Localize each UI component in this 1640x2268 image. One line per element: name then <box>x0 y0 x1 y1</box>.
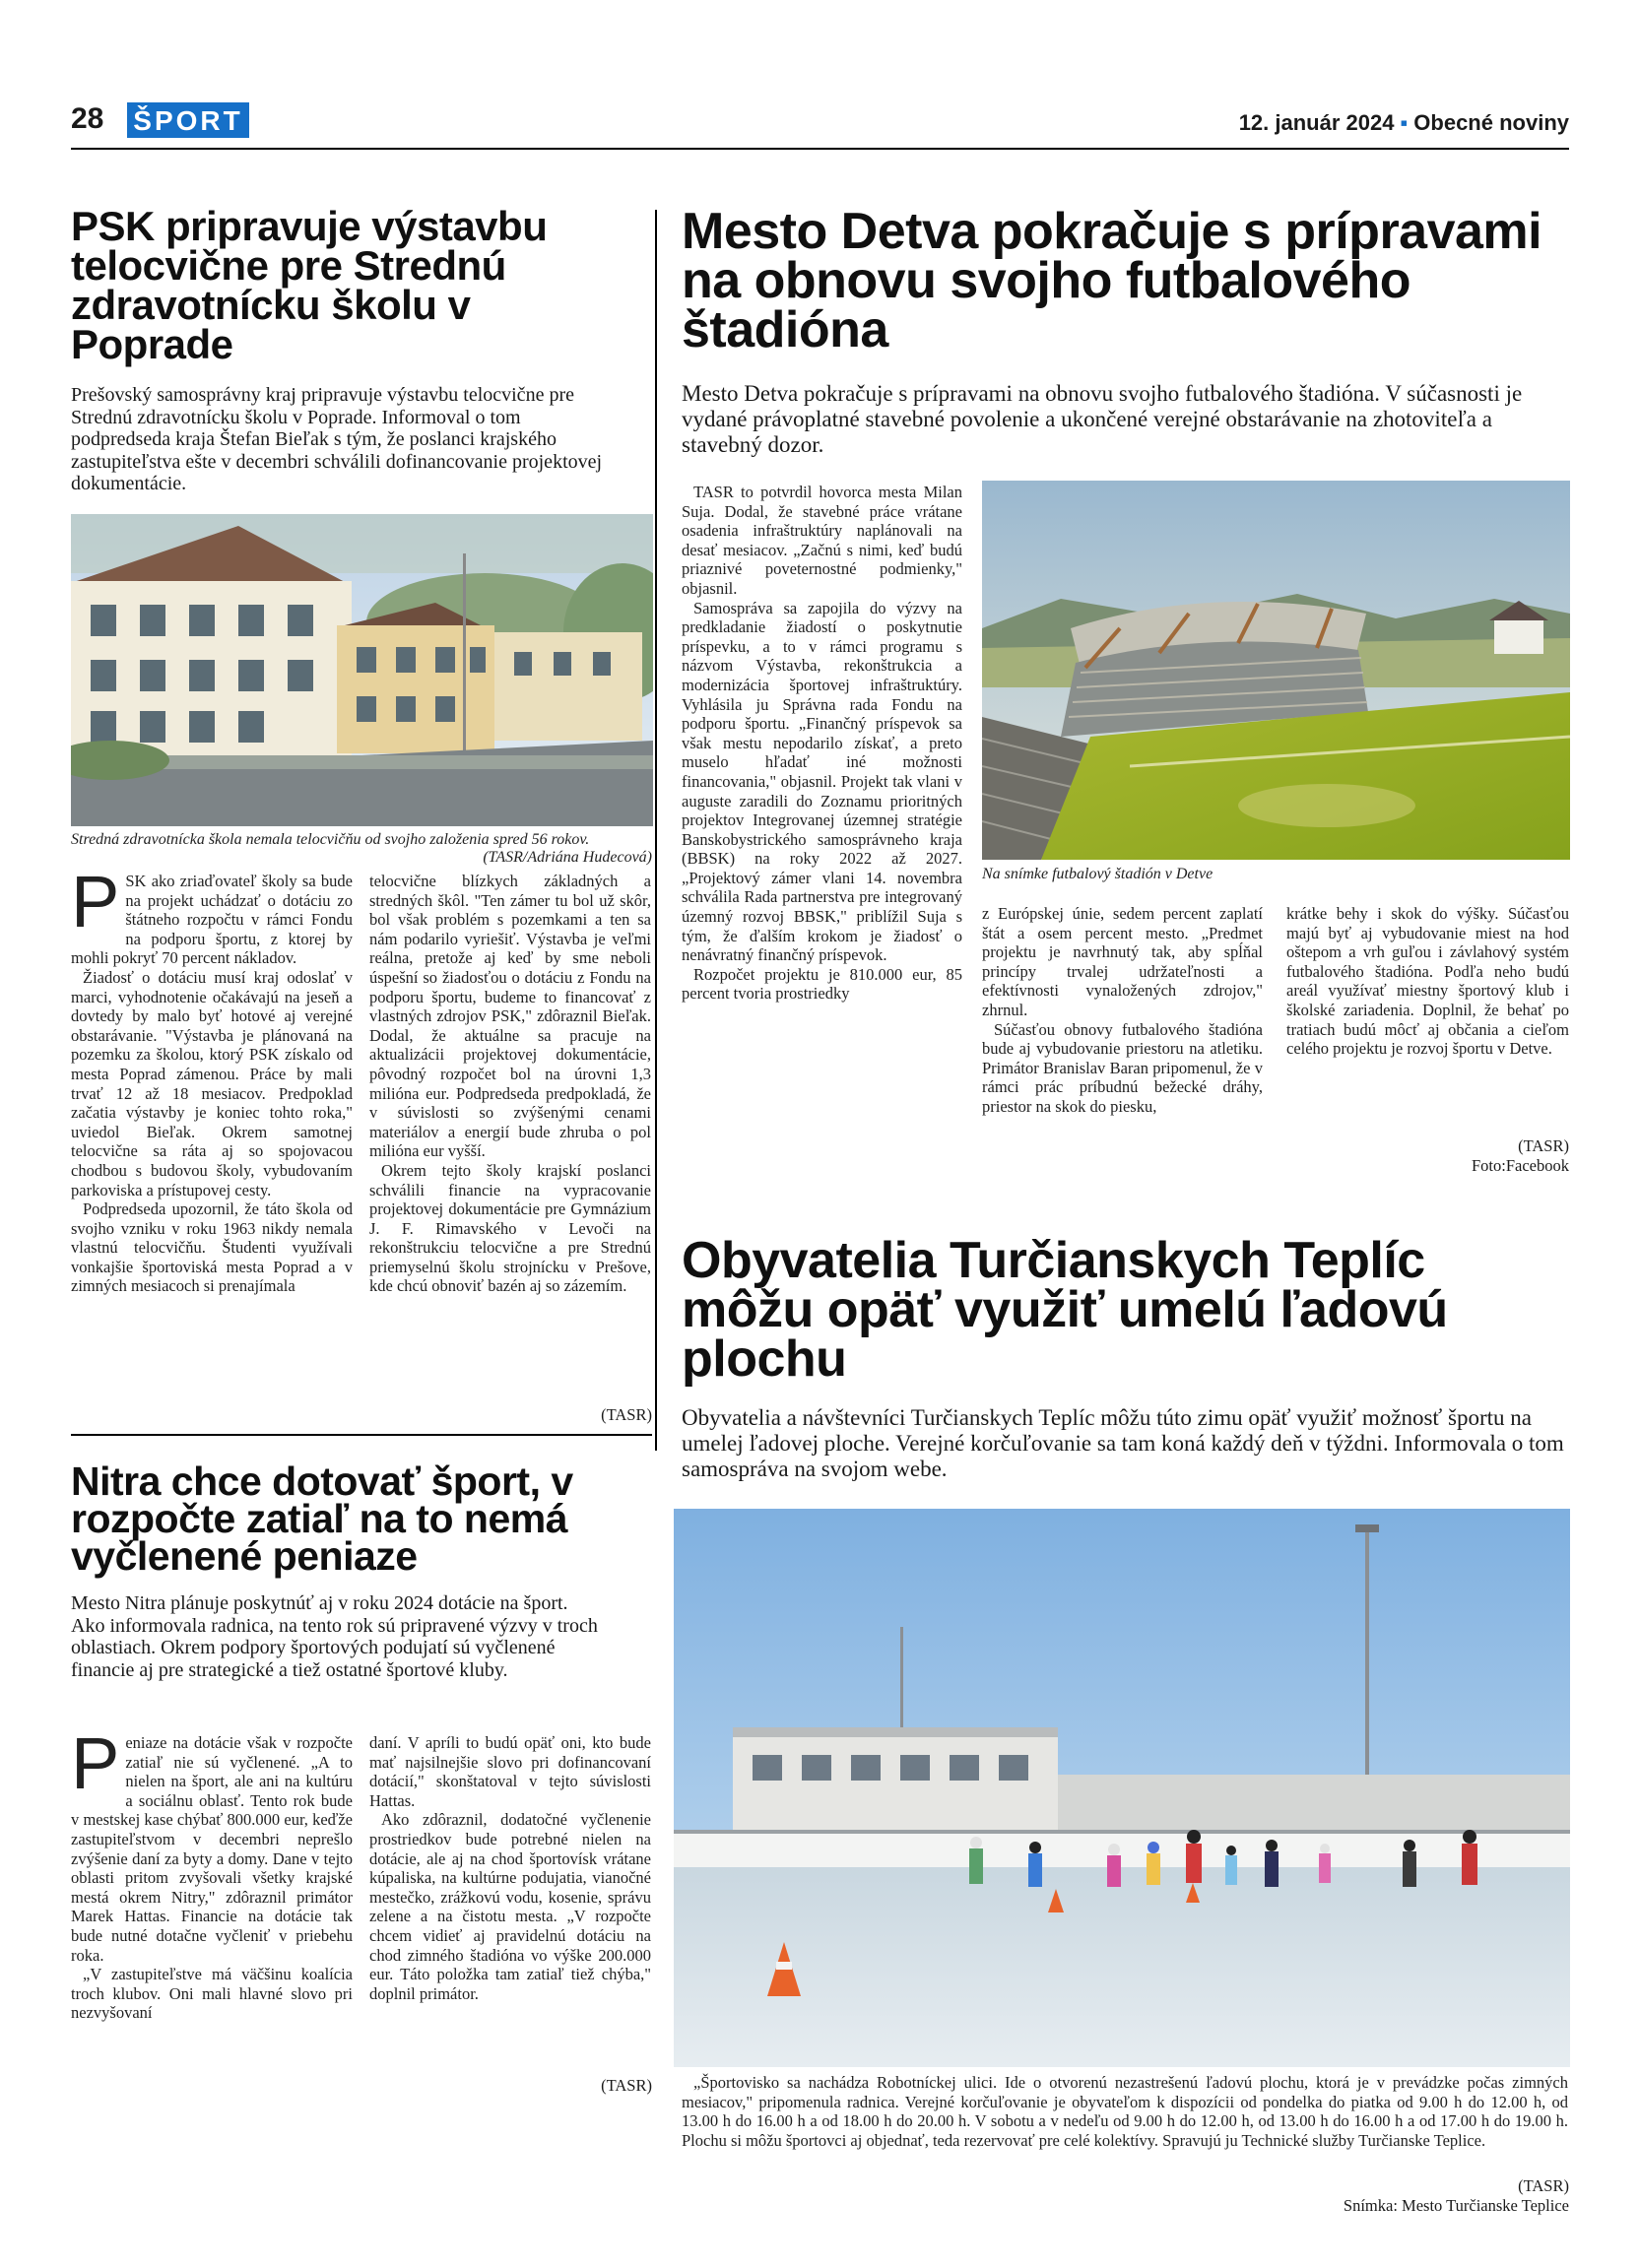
paragraph: eniaze na dotácie však v rozpočte zatiaľ nie sú vyčlenené. „A to nielen na šport, ale ani na kultúru a sociálnu oblasť. Tento rok bude v mestskej kase chýbať 800.000 eur, keďže zastupiteľstvom v decembri neprešlo zvýšenie daní za byty a domy. Dane v tejto oblasti pritom zvyšovali všetky krajské mestá okrem Nitry," zdôraznil primátor Marek Hattas. Financie na dotácie tak bude nutné dotačne vyčleniť v priebehu roka. <box>71 1733 353 1965</box>
publication-name: Obecné noviny <box>1413 110 1569 135</box>
paragraph: TASR to potvrdil hovorca mesta Milan Suja. Dodal, že stavebné práce vrátane osadenia infraštruktúry naplánovali na desať mesiacov. „Začnú s nimi, keď budú priaznivé poveternostné podmienky," objasnil. <box>682 483 962 598</box>
school-photo-credit: (TASR/Adriána Hudecová) <box>483 849 652 866</box>
paragraph: telocvične blízkych základných a stredných škôl. "Ten zámer tu bol už skôr, bol však problém s pozemkami a ten sa nám podarilo vyriešiť. Výstavba je veľmi reálna, pretože aj keď by sme neboli úspešní so žiadosťou o dotáciu z Fondu na podporu športu, budeme to financovať z vlastných zdrojov PSK," zdôraznil Bieľak. Dodal, že aktuálne sa pracuje na aktualizácii projektovej dokumentácie, pôvodný rozpočet bol na úrovni 1,3 milióna eur. Podpredseda predpokladá, že v súvislosti so zvýšenými cenami materiálov a energií bude zhruba o pol milióna eur vyšší. <box>369 872 651 1161</box>
article-psk-column-1 <box>71 861 353 1296</box>
school-caption-text: Stredná zdravotnícka škola nemala telocvičňu od svojho založenia spred 56 rokov. <box>71 831 590 848</box>
paragraph: Rozpočet projektu je 810.000 eur, 85 percent tvoria prostriedky <box>682 964 962 1004</box>
psk-signature: (TASR) <box>601 1405 652 1424</box>
issue-date: 12. január 2024 <box>1238 110 1395 135</box>
article-nitra-column-2 <box>369 1733 651 2003</box>
paragraph: Samospráva sa zapojila do výzvy na predkladanie žiadostí o poskytnutie príspevku, a to v rámci programu s názvom Výstavba, rekonštrukcia a modernizácia športovej infraštruktúry. Vyhlásila ju Správna rada Fondu na podporu športu. „Finančný príspevok sa však mestu nepodarilo získať, a preto muselo hľadať iné možnosti financovania," objasnil. Projekt tak vlani v auguste zaradili do Zoznamu prioritných projektov Integrovanej územnej stratégie Banskobystrického samosprávneho kraja (BBSK) na roky 2022 až 2027. „Projektový zámer vlani 14. novembra schválila Rada partnerstva pre integrovaný územný rozvoj BBSK," priblížil Suja s tým, že ďalším krokom je žiadosť o nenávratný finančný príspevok. <box>682 598 962 965</box>
column-divider <box>655 210 657 1451</box>
teplice-photo-credit: Snímka: Mesto Turčianske Teplice <box>1343 2196 1569 2215</box>
article-teplice-body <box>682 2073 1568 2150</box>
article-divider <box>71 1434 652 1436</box>
stadium-photo-caption: Na snímke futbalový štadión v Detve <box>982 866 1214 882</box>
article-nitra-column-1 <box>71 1722 353 2023</box>
paragraph: Súčasťou obnovy futbalového štadióna bude aj vybudovanie priestoru na atletiku. Primátor Branislav Baran pripomenul, že v rámci prác príbudnú bežecké dráhy, priestor na skok do piesku, <box>982 1019 1263 1116</box>
nitra-dropcap: P <box>71 1722 120 1804</box>
detva-signature: (TASR) <box>1518 1136 1569 1155</box>
article-psk-headline: PSK pripravuje výstavbu telocvične pre Strednú zdravotnícku školu v Poprade <box>71 203 548 367</box>
article-teplice-headline: Obyvatelia Turčianskych Teplíc môžu opäť využiť umelú ľadovú plochu <box>682 1232 1448 1388</box>
header-rule <box>71 148 1569 150</box>
section-badge: ŠPORT <box>127 102 249 138</box>
paragraph: „Športovisko sa nachádza Robotníckej ulici. Ide o otvorenú nezastrešenú ľadovú plochu, ktorá je v prevádzke počas zimných mesiacov," pripomenula radnica. Verejné korčuľovanie je obyvateľom k dispozícii od pondelka do piatka od 9.00 h do 12.00 h, od 13.00 h do 16.00 h a od 18.00 h do 20.00 h. V sobotu a v nedeľu od 9.00 h do 12.00 h, od 13.00 h do 16.00 h a od 17.00 h do 19.00 h. Plochu si môžu športovci aj objednať, teda rezervovať pre celé kolektívy. Spravujú ju Technické služby Turčianske Teplice. <box>682 2073 1568 2150</box>
article-detva-column-2 <box>982 904 1263 1117</box>
paragraph: Podpredseda upozornil, že táto škola od svojho vzniku v roku 1963 nikdy nemala vlastnú telocvičňu. Študenti využívali vonkajšie športoviská mesta Poprad a v zimných mesiacoch si prenajímala <box>71 1199 353 1296</box>
separator-dot: ▪ <box>1400 110 1409 135</box>
stadium-photo <box>982 481 1570 860</box>
school-photo <box>71 514 653 826</box>
paragraph: z Európskej únie, sedem percent zaplatí štát a osem percent mesto. „Predmet projektu je navrhnutý tak, aby spĺňal princípy trvalej udržateľnosti a efektívnosti vynaložených zdrojov," zhrnul. <box>982 904 1263 1019</box>
page-number: 28 <box>71 102 104 135</box>
ice-rink-photo <box>674 1509 1570 2067</box>
paragraph: Ako zdôraznil, dodatočné vyčlenenie prostriedkov bude potrebné nielen na dotácie, ale aj na chod športovísk vrátane kúpaliska, na kultúrne podujatia, vianočné mestečko, zrážkovú vodu, kosenie, správu zelene a na čistotu mesta. „V rozpočte chcem vidieť aj pravidelnú dotáciu na chod zimného štadióna vo výške 200.000 eur. Táto položka tam zatiaľ tiež chýba," doplnil primátor. <box>369 1810 651 2003</box>
teplice-signature: (TASR) <box>1518 2176 1569 2195</box>
article-detva-column-1 <box>682 483 962 1004</box>
paragraph: krátke behy i skok do výšky. Súčasťou majú byť aj vybudovanie miest na hod oštepom a vrh guľou i závlahový systém futbalového štadióna. Podľa neho budú areál využívať miestny športový klub i školské zariadenia. Doplnil, že behať po tratiach budú môcť aj občania a cieľom celého projektu je rozvoj športu v Detve. <box>1286 904 1569 1059</box>
paragraph: SK ako zriaďovateľ školy sa bude na projekt uchádzať o dotáciu zo štátneho rozpočtu v rámci Fondu na podporu športu, z ktorej by mohli pokryť 70 percent nákladov. <box>71 872 353 968</box>
detva-photo-credit: Foto:Facebook <box>1472 1156 1569 1175</box>
article-nitra-headline: Nitra chce dotovať šport, v rozpočte zatiaľ na to nemá vyčlenené peniaze <box>71 1458 573 1579</box>
school-photo-caption <box>71 831 652 867</box>
nitra-signature: (TASR) <box>601 2076 652 2095</box>
article-psk-lead: Prešovský samosprávny kraj pripravuje výstavbu telocvične pre Strednú zdravotnícku školu v Poprade. Informoval o tom podpredseda kraja Štefan Bieľak s tým, že poslanci krajského zastupiteľstva ešte v decembri schválili dofinancovanie projektovej dokumentácie. <box>71 384 603 494</box>
paragraph: Žiadosť o dotáciu musí kraj odoslať v marci, vyhodnotenie očakávajú na jeseň a dovtedy by malo byť hotové aj verejné obstarávanie. "Výstavba je plánovaná na pozemku za školou, ktorý PSK získalo od mesta Poprad zámenou. Práce by mali trvať 12 až 18 mesiacov. Predpoklad začatia výstavby je koniec tohto roka," uviedol Bieľak. Okrem samotnej telocvične sa ráta aj so spojovacou chodbou s budovou školy, vybudovaním parkoviska a prístupovej cesty. <box>71 967 353 1199</box>
article-detva-column-3 <box>1286 904 1569 1059</box>
paragraph: „V zastupiteľstve má väčšinu koalícia troch klubov. Oni mali hlavné slovo pri nezvyšovaní <box>71 1965 353 2023</box>
article-nitra-lead: Mesto Nitra plánuje poskytnúť aj v roku 2024 dotácie na šport. Ako informovala radnica, na tento rok sú pripravené výzvy v troch oblastiach. Okrem podpory športových podujatí sú vyčlenené financie aj pre strategické a tiež ostatné športové kluby. <box>71 1592 598 1681</box>
paragraph: daní. V apríli to budú opäť oni, kto bude mať najsilnejšie slovo pri dofinancovaní dotácií," skonštatoval v tejto súvislosti Hattas. <box>369 1733 651 1810</box>
article-teplice-lead: Obyvatelia a návštevníci Turčianskych Teplíc môžu túto zimu opäť využiť možnosť športu na umelej ľadovej ploche. Verejné korčuľovanie sa tam koná každý deň v týždni. Informovala o tom samospráva na svojom webe. <box>682 1405 1564 1481</box>
article-detva-lead: Mesto Detva pokračuje s prípravami na obnovu svojho futbalového štadióna. V súčasnosti je vydané právoplatné stavebné povolenie a ukončené verejné obstarávanie na zhotoviteľa a stavebný dozor. <box>682 381 1523 457</box>
article-detva-headline: Mesto Detva pokračuje s prípravami na obnovu svojho futbalového štadióna <box>682 203 1542 358</box>
masthead-info <box>1239 110 1569 136</box>
psk-dropcap: P <box>71 861 120 942</box>
article-psk-column-2 <box>369 872 651 1296</box>
paragraph: Okrem tejto školy krajskí poslanci schválili financie na vypracovanie projektovej dokumentácie pre Gymnázium J. F. Rimavského v Levoči na rekonštrukciu telocvične a pre Strednú priemyselnú školu strojnícku v Prešove, kde chcú obnoviť bazén aj so zázemím. <box>369 1160 651 1296</box>
